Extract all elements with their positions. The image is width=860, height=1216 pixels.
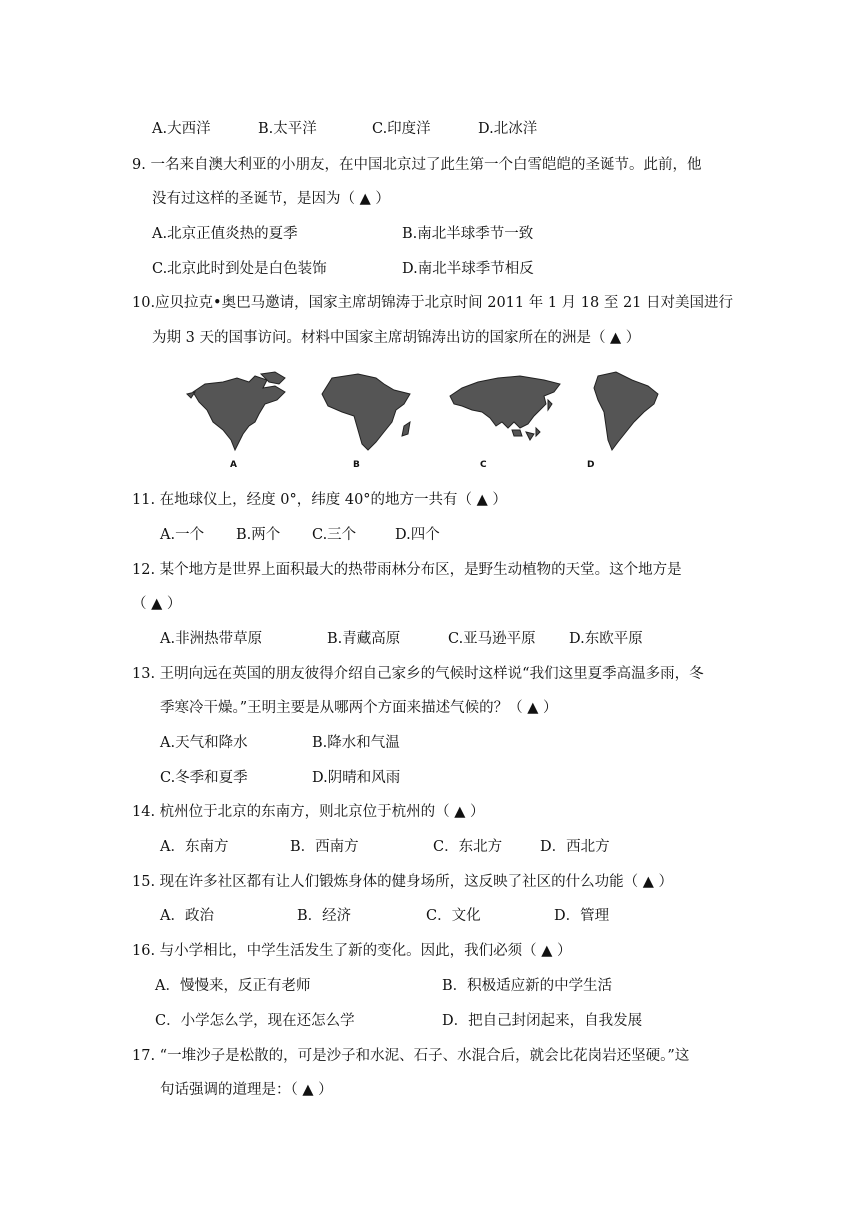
q10-question-line1: 10.应贝拉克•奥巴马邀请，国家主席胡锦涛于北京时间 2011 年 1 月 18 至 21 日对美国进行 bbox=[132, 295, 734, 311]
q9-option-b: B.南北半球季节一致 bbox=[402, 226, 534, 242]
africa-map bbox=[318, 370, 428, 455]
q9-question-line2: 没有过这样的圣诞节，是因为（ ▲ ） bbox=[152, 191, 390, 207]
q16-question-line1: 16. 与小学相比，中学生活发生了新的变化。因此，我们必须（ ▲ ） bbox=[132, 943, 572, 959]
q14-option-b: B．西南方 bbox=[290, 839, 359, 855]
q12-option-d: D.东欧平原 bbox=[569, 631, 643, 647]
q16-option-d: D．把自己封闭起来，自我发展 bbox=[442, 1013, 643, 1029]
q12-question-line2: （ ▲ ） bbox=[132, 596, 182, 612]
q8-option-a: A.大西洋 bbox=[152, 121, 211, 137]
q14-question-line1: 14. 杭州位于北京的东南方，则北京位于杭州的（ ▲ ） bbox=[132, 804, 485, 820]
q10-question-line2: 为期 3 天的国事访问。材料中国家主席胡锦涛出访的国家所在的洲是（ ▲ ） bbox=[152, 330, 641, 346]
q15-question-line1: 15. 现在许多社区都有让人们锻炼身体的健身场所，这反映了社区的什么功能（ ▲ ） bbox=[132, 874, 674, 890]
asia-map bbox=[448, 370, 568, 455]
q9-option-c: C.北京此时到处是白色装饰 bbox=[152, 261, 327, 277]
map-label-a: A bbox=[230, 460, 237, 470]
q15-option-d: D．管理 bbox=[554, 908, 610, 924]
q14-option-a: A．东南方 bbox=[160, 839, 229, 855]
q12-option-b: B.青藏高原 bbox=[327, 631, 401, 647]
q16-option-b: B．积极适应新的中学生活 bbox=[442, 978, 613, 994]
q11-option-d: D.四个 bbox=[395, 527, 440, 543]
q12-option-a: A.非洲热带草原 bbox=[160, 631, 263, 647]
q14-option-c: C．东北方 bbox=[433, 839, 503, 855]
q17-question-line2: 句话强调的道理是：（ ▲ ） bbox=[160, 1082, 333, 1098]
q8-option-d: D.北冰洋 bbox=[478, 121, 538, 137]
q11-option-c: C.三个 bbox=[312, 527, 357, 543]
q8-option-b: B.太平洋 bbox=[258, 121, 317, 137]
q17-question-line1: 17. “一堆沙子是松散的，可是沙子和水泥、石子、水混合后，就会比花岗岩还坚硬。”这 bbox=[132, 1048, 690, 1064]
q9-question-line1: 9. 一名来自澳大利亚的小朋友，在中国北京过了此生第一个白雪皑皑的圣诞节。此前，他 bbox=[132, 157, 702, 173]
q13-question-line2: 季寒冷干燥。”王明主要是从哪两个方面来描述气候的？（ ▲ ） bbox=[160, 700, 558, 716]
q15-option-c: C．文化 bbox=[426, 908, 481, 924]
q11-option-a: A.一个 bbox=[160, 527, 205, 543]
q9-option-a: A.北京正值炎热的夏季 bbox=[152, 226, 298, 242]
q13-option-a: A.天气和降水 bbox=[160, 735, 248, 751]
q13-option-c: C.冬季和夏季 bbox=[160, 770, 248, 786]
q14-option-d: D．西北方 bbox=[540, 839, 610, 855]
south-america-map bbox=[588, 370, 668, 455]
q8-option-c: C.印度洋 bbox=[372, 121, 431, 137]
q16-option-a: A．慢慢来，反正有老师 bbox=[155, 978, 311, 994]
q11-question-line1: 11. 在地球仪上，经度 0°，纬度 40°的地方一共有（ ▲ ） bbox=[132, 492, 507, 508]
q16-option-c: C．小学怎么学，现在还怎么学 bbox=[155, 1013, 355, 1029]
q13-option-d: D.阴晴和风雨 bbox=[312, 770, 401, 786]
north-america-map bbox=[185, 370, 295, 455]
q12-question-line1: 12. 某个地方是世界上面积最大的热带雨林分布区，是野生动植物的天堂。这个地方是 bbox=[132, 562, 682, 578]
q15-option-b: B．经济 bbox=[297, 908, 352, 924]
map-label-c: C bbox=[480, 460, 487, 470]
q11-option-b: B.两个 bbox=[236, 527, 281, 543]
map-label-d: D bbox=[587, 460, 595, 470]
q13-question-line1: 13. 王明向远在英国的朋友彼得介绍自己家乡的气候时这样说“我们这里夏季高温多雨，冬 bbox=[132, 666, 704, 682]
map-label-b: B bbox=[353, 460, 360, 470]
q9-option-d: D.南北半球季节相反 bbox=[402, 261, 534, 277]
q13-option-b: B.降水和气温 bbox=[312, 735, 400, 751]
q15-option-a: A．政治 bbox=[160, 908, 214, 924]
q12-option-c: C.亚马逊平原 bbox=[448, 631, 536, 647]
